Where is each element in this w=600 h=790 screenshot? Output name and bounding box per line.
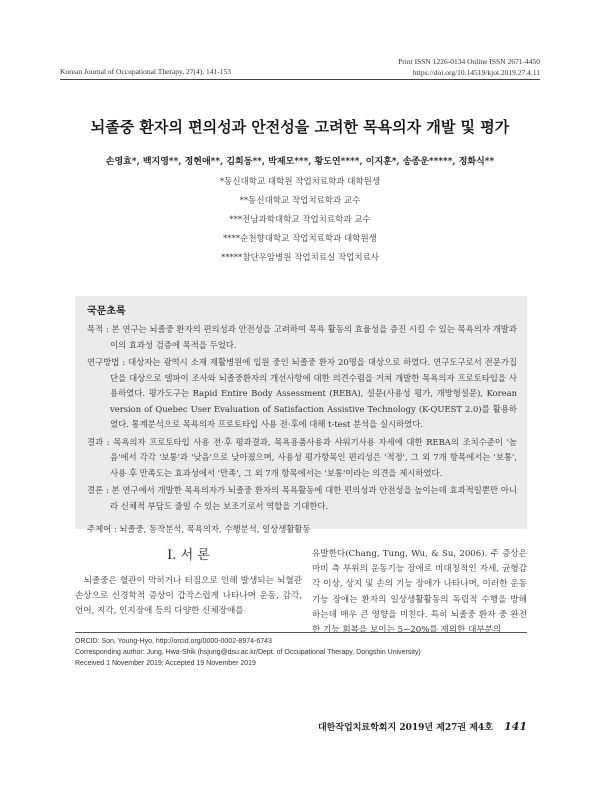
body-text-left-column: 뇌졸중은 혈관이 막히거나 터짐으로 인해 발생되는 뇌혈관 손상으로 신경학적 증상이 갑작스럽게 나타나며 운동, 감각, 언어, 지각, 인지장애 등의 다양한 신체장애를	[75, 576, 302, 617]
footnote-rule	[75, 632, 527, 633]
abstract-box	[75, 296, 527, 534]
page-number: 141	[504, 720, 527, 733]
abstract-conclusion: 결론 : 본 연구에서 개발한 목욕의자가 뇌졸중 환자의 목욕활동에 대한 편의성과 안전성을 높이는데 효과적일뿐만 아니라 신체적 부담도 줄일 수 있는 보조기로서 역할을 기대한다.	[87, 485, 517, 511]
received-accepted-footnote: Received 1 November 2019; Accepted 19 November 2019	[75, 660, 256, 667]
corresponding-author-footnote: Corresponding author: Jung, Hwa-Shik (hsjung@dsu.ac.kr/Dept. of Occupational Therapy, Dongshin University)	[75, 649, 421, 656]
section-heading-introduction: Ⅰ. 서 론	[167, 548, 210, 563]
orcid-footnote: ORCID: Son, Young-Hyo, http://orcid.org/0000-0002-8974-6743	[75, 638, 272, 645]
affiliation-item: *동신대학교 대학원 작업치료학과 대학원생	[219, 177, 381, 187]
abstract-purpose: 목적 : 본 연구는 뇌졸중 환자의 편의성과 안전성을 고려하여 목욕 활동의 효율성을 증진 시킬 수 있는 목욕의자 개발과 이의 효과성 검증에 목적을 두었다.	[87, 324, 517, 350]
issn-line: Print ISSN 1226-0134 Online ISSN 2671-4450	[398, 57, 540, 66]
abstract-methods: 연구방법 : 대상자는 광역시 소재 재활병원에 입원 중인 뇌졸중 환자 20명을 대상으로 하였다. 연구도구로서 전문가집단을 대상으로 델파이 조사와 뇌졸중환자의 개선사항에 대한 의견수렴을 거쳐 개발한 목욕의자 프로토타입을 사용하였다. 평가도구는 Rapid Entire Body Assessment (REBA), 설문(사용성 평가, 개방형설문), Korean version of Quebec User Evaluation of Satisfaction Assistive Technology (K-QUEST 2.0)를 활용하였다. 통계분석으로 목욕의자 프로토타입 사용 전·후에 대해 t-test 분석을 실시하였다.	[87, 357, 517, 429]
journal-citation: Korean Journal of Occupational Therapy, 27(4), 141-153	[60, 67, 231, 76]
body-text-right-column: 유발한다(Chang, Tung, Wu, & Su, 2006). 주 증상은 마비 측 부위의 운동기능 장애로 비대칭적인 자세, 균형감각 이상, 상지 및 손의 기능 장애가 나타나며, 이러한 운동기능 장애는 환자의 일상생활활동의 독립적 수행을 방해하는데 매우 큰 영향을 미친다. 특히 뇌졸중 환자 중 완전한 기능 회복을 보이는 5~20%를 제외한 대부분의	[312, 549, 527, 636]
affiliation-item: ***전남과학대학교 작업치료학과 교수	[229, 215, 371, 225]
page-footer	[318, 720, 527, 733]
paper-title: 뇌졸중 환자의 편의성과 안전성을 고려한 목욕의자 개발 및 평가	[90, 118, 510, 136]
affiliation-item: **동신대학교 작업치료학과 교수	[239, 196, 361, 206]
affiliation-list	[0, 173, 600, 268]
doi-link[interactable]: https://doi.org/10.14519/kjot.2019.27.4.11	[412, 68, 540, 77]
author-list: 손영효*, 백지영**, 정현애**, 김희동**, 박제모***, 황도연****, 이지훈*, 송종운*****, 정화식**	[105, 157, 495, 167]
issn-block	[398, 56, 540, 78]
abstract-results: 결과 : 목욕의자 프로토타입 사용 전·후 평과결과, 목욕용품사용과 샤워기사용 자세에 대한 REBA의 조치수준이 '높음'에서 각각 '보통'과 '낮음'으로 낮아졌으며, 사용성 평가항목인 편리성은 '적정', 그 외 7개 항목에서는 '보통', 사용 후 만족도는 효과성에서 '만족', 그 외 7개 항목에서는 '보통'이라는 의견을 제시하였다.	[87, 436, 517, 478]
abstract-heading: 국문초록	[87, 306, 126, 317]
header-rule	[60, 79, 540, 80]
affiliation-item: ****순천향대학교 작업치료학과 대학원생	[223, 234, 377, 244]
keywords: 주제어 : 뇌졸중, 동작분석, 목욕의자, 수행분석, 일상생활활동	[87, 524, 311, 534]
footer-journal-issue: 대한작업치료학회지 2019년 제27권 제4호	[317, 723, 493, 733]
affiliation-item: *****참단우암병원 작업치료실 작업치료사	[220, 253, 380, 263]
footnotes	[75, 636, 421, 669]
